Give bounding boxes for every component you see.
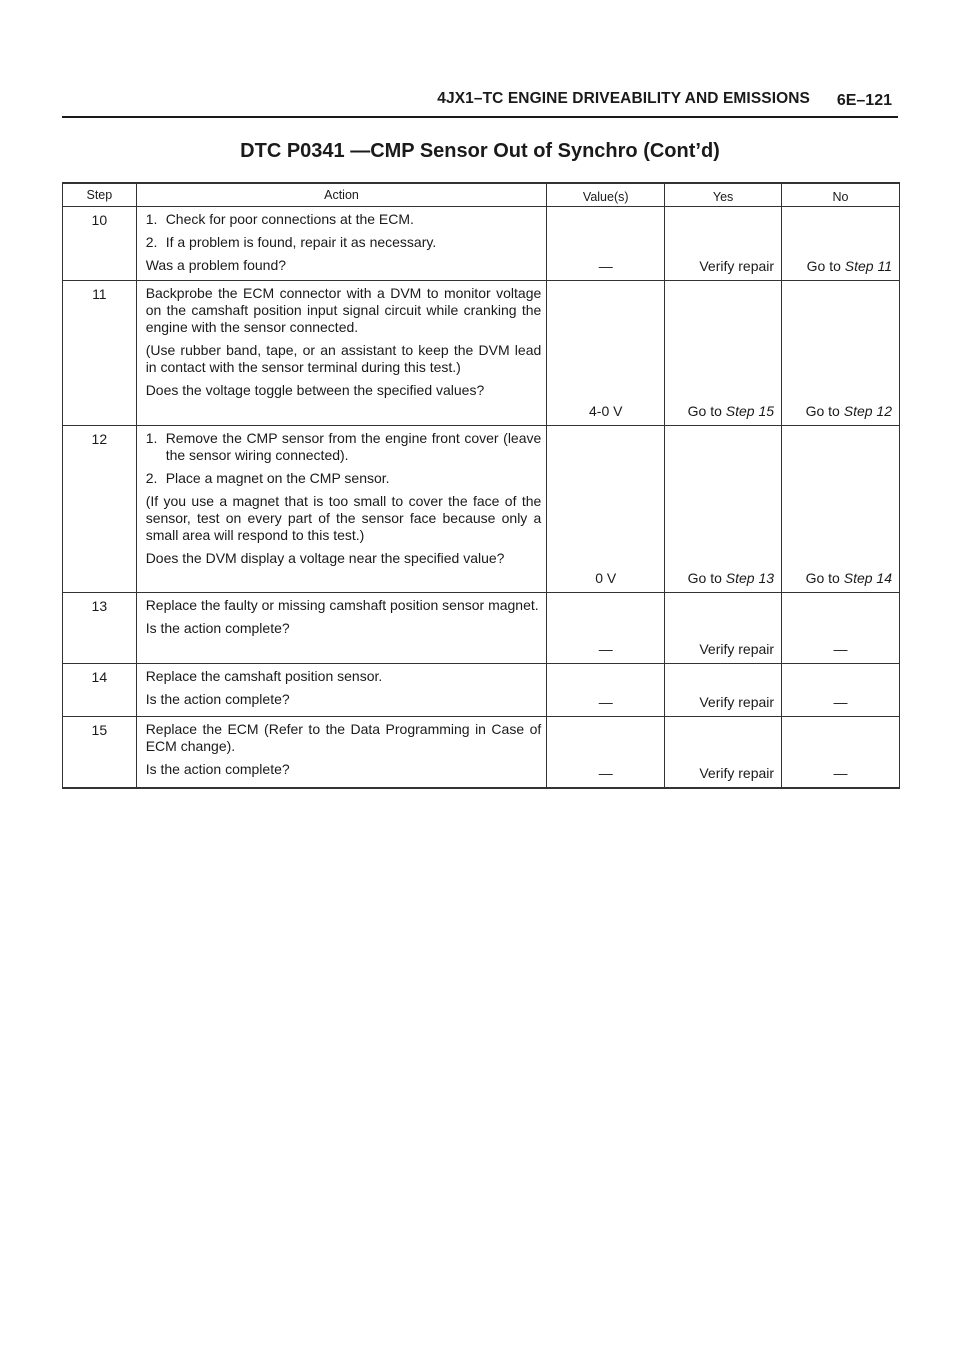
column-header-no: No: [782, 183, 900, 207]
goto-text: Go to: [805, 403, 840, 419]
action-cell: [136, 281, 547, 426]
section-title: 4JX1–TC ENGINE DRIVEABILITY AND EMISSIONS: [437, 90, 810, 107]
item-number: 1.: [145, 430, 158, 446]
step-reference: Step 15: [725, 403, 775, 419]
no-cell: [782, 281, 900, 426]
action-question: Does the DVM display a voltage near the specified value?: [145, 550, 505, 566]
table-row: [63, 717, 900, 788]
yes-cell: Verify repair: [665, 717, 782, 788]
no-cell: —: [782, 717, 900, 788]
goto-text: Go to: [806, 258, 841, 274]
action-item: [146, 234, 542, 251]
action-text: Replace the ECM (Refer to the Data Programming in Case of ECM change).: [145, 721, 542, 754]
yes-cell: Verify repair: [665, 664, 782, 717]
item-number: 2.: [145, 234, 158, 250]
item-text: If a problem is found, repair it as necessary.: [165, 234, 437, 250]
action-question: Is the action complete?: [145, 761, 290, 777]
value-cell: 4-0 V: [547, 281, 665, 426]
page-number: 6E–121: [836, 92, 892, 109]
action-cell: [136, 207, 547, 281]
diagnostic-table: [62, 182, 900, 789]
action-question: Is the action complete?: [145, 620, 290, 636]
action-text: Replace the camshaft position sensor.: [145, 668, 383, 684]
step-reference: Step 11: [844, 258, 892, 274]
table-row: [63, 593, 900, 664]
item-text: Remove the CMP sensor from the engine front cover (leave the sensor wiring connected).: [165, 430, 542, 463]
action-question: Was a problem found?: [145, 257, 287, 273]
no-cell: —: [782, 593, 900, 664]
action-cell: [136, 426, 547, 593]
no-cell: [782, 207, 900, 281]
item-text: Place a magnet on the CMP sensor.: [165, 470, 390, 486]
yes-cell: [665, 426, 782, 593]
step-reference: Step 13: [725, 570, 775, 586]
step-number: 13: [63, 593, 137, 664]
item-number: 1.: [145, 211, 158, 227]
action-question: Does the voltage toggle between the specified values?: [145, 382, 485, 398]
step-number: 12: [63, 426, 137, 593]
action-cell: [136, 593, 547, 664]
step-number: 15: [63, 717, 137, 788]
action-item: [146, 430, 542, 464]
action-note: (If you use a magnet that is too small to cover the face of the sensor, test on every part of the sensor face because only a small area will respond to this test.): [145, 493, 542, 543]
action-item: [146, 470, 542, 487]
goto-text: Go to: [805, 570, 840, 586]
no-cell: [782, 426, 900, 593]
yes-cell: Verify repair: [665, 593, 782, 664]
column-header-values: Value(s): [547, 183, 665, 207]
column-header-step: Step: [63, 183, 137, 207]
table-header-row: [63, 183, 900, 207]
no-cell: —: [782, 664, 900, 717]
table-row: [63, 207, 900, 281]
yes-cell: [665, 281, 782, 426]
table-row: [63, 426, 900, 593]
goto-text: Go to: [687, 403, 722, 419]
action-cell: [136, 664, 547, 717]
step-reference: Step 14: [843, 570, 892, 586]
action-text: Replace the faulty or missing camshaft position sensor magnet.: [145, 597, 539, 613]
step-number: 14: [63, 664, 137, 717]
value-cell: 0 V: [547, 426, 665, 593]
step-number: 11: [63, 281, 137, 426]
action-note: (Use rubber band, tape, or an assistant to keep the DVM lead in contact with the sensor terminal during this test.): [145, 342, 542, 375]
item-text: Check for poor connections at the ECM.: [165, 211, 414, 227]
action-item: [146, 211, 542, 228]
value-cell: —: [547, 207, 665, 281]
column-header-yes: Yes: [665, 183, 782, 207]
action-cell: [136, 717, 547, 788]
value-cell: —: [547, 593, 665, 664]
step-number: 10: [63, 207, 137, 281]
item-number: 2.: [145, 470, 158, 486]
yes-cell: Verify repair: [665, 207, 782, 281]
page-header: [62, 84, 898, 118]
action-question: Is the action complete?: [145, 691, 290, 707]
table-row: [63, 281, 900, 426]
goto-text: Go to: [687, 570, 722, 586]
table-row: [63, 664, 900, 717]
value-cell: —: [547, 664, 665, 717]
page-title: DTC P0341 —CMP Sensor Out of Synchro (Cont’d): [240, 140, 720, 162]
step-reference: Step 12: [843, 403, 892, 419]
action-text: Backprobe the ECM connector with a DVM to monitor voltage on the camshaft position input signal circuit while cranking the engine with the sensor connected.: [145, 285, 542, 335]
column-header-action: Action: [136, 183, 547, 207]
value-cell: —: [547, 717, 665, 788]
